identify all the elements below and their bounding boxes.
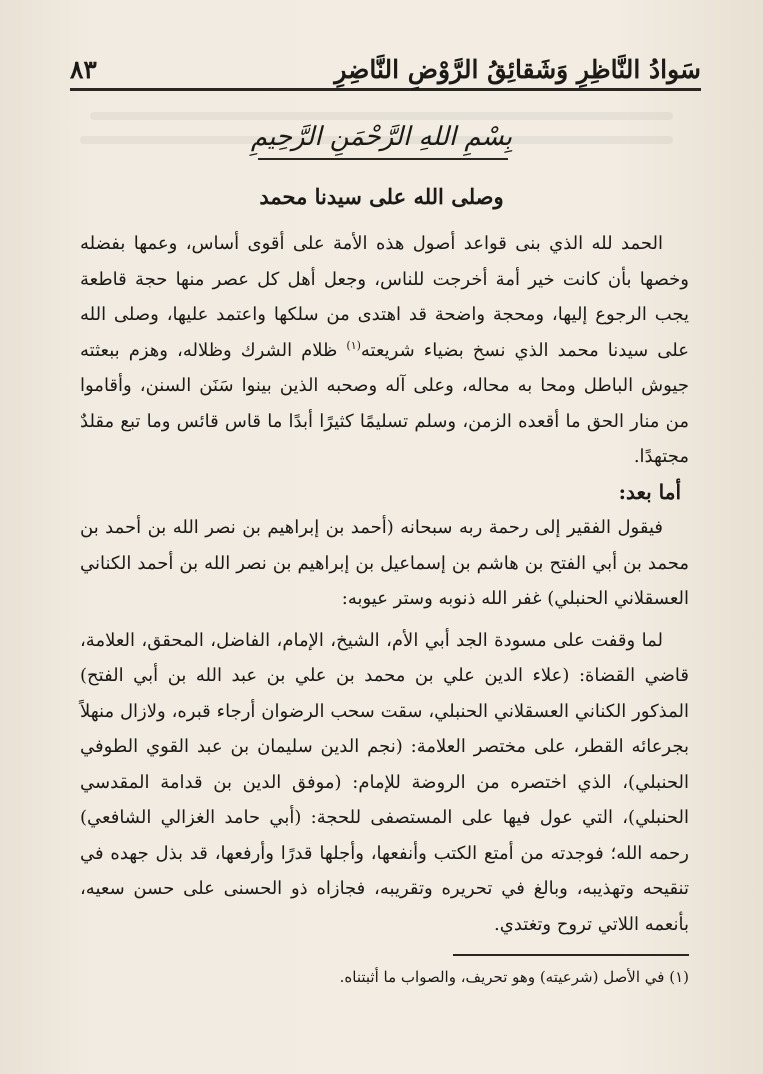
author-paragraph: فيقول الفقير إلى رحمة ربه سبحانه (أحمد بن إبراهيم بن نصر الله بن أحمد بن محمد بن أبي الفتح بن هاشم بن إسماعيل بن إبراهيم بن نصر الله بن أحمد الكناني العسقلاني الحنبلي) غفر الله ذنوبه وستر عيوبه: (80, 517, 689, 609)
footnote: (١) في الأصل (شرعيته) وهو تحريف، والصواب ما أثبتناه. (339, 968, 689, 986)
footnote-rule (453, 954, 689, 956)
source-paragraph: لما وقفت على مسودة الجد أبي الأم، الشيخ، الإمام، الفاضل، المحقق، العلامة، قاضي القضاة: (علاء الدين علي بن محمد بن علي بن عبد الله بن أبي الفتح) المذكور الكناني العسقلاني الحنبلي، سقت سحب الرضوان أرجاء قبره، ولازال منهلاً بجرعائه القطر، على مختصر العلامة: (نجم الدين سليمان بن عبد القوي الطوفي الحنبلي)، الذي اختصره من الروضة للإمام: (موفق الدين بن قدامة المقدسي الحنبلي)، التي عول فيها على المستصفى للحجة: (أبي حامد الغزالي الشافعي) رحمه الله؛ فوجدته من أمتع الكتب وأنفعها، وأجلها قدرًا وأرفعها، قد بذل جهده في تنقيحه وتهذيبه، وبالغ في تحريره وتقريبه، فجازاه ذو الحسنى على حسن سعيه، بأنعمه اللاتي تروح وتغتدي. (80, 629, 689, 935)
footnote-reference: (١) (346, 338, 361, 352)
show-through-line (90, 112, 673, 120)
running-header (70, 40, 701, 91)
amma-heading: أما بعد: (618, 479, 681, 504)
page-number: ٨٣ (70, 55, 97, 84)
salutation-heading: وصلى الله على سيدنا محمد (259, 184, 504, 209)
basmala: بِسْمِ اللهِ الرَّحْمَنِ الرَّحِيمِ (250, 122, 513, 152)
opening-paragraph-continuation: ظلام الشرك وظلاله، وهزم ببعثته جيوش الباطل ومحا به محاله، وعلى آله وصحبه الذين بينوا سَنَن السنن، وأقاموا من منار الحق ما أقعده الزمن، وسلم تسليمًا كثيرًا أبدًا ما قاس قائس وما تبع مقلدٌ مجتهدًا. (80, 339, 689, 467)
opening-paragraph (80, 226, 689, 475)
main-text (80, 226, 689, 942)
basmala-underline (258, 158, 508, 160)
running-title: سَوادُ النَّاظِرِ وَشَقائِقُ الرَّوْضِ النَّاضِرِ (334, 55, 701, 84)
opening-paragraph-text: الحمد لله الذي بنى قواعد أصول هذه الأمة على أقوى أساس، وعمها بفضله وخصها بأن كانت خير أمة أخرجت للناس، وجعل أهل كل عصر منها حجة قاطعة يجب الرجوع إليها، ومحجة واضحة قد اهتدى من سلكها واعتمد عليها، وصلى الله على سيدنا محمد الذي نسخ بضياء شريعته (80, 233, 689, 361)
